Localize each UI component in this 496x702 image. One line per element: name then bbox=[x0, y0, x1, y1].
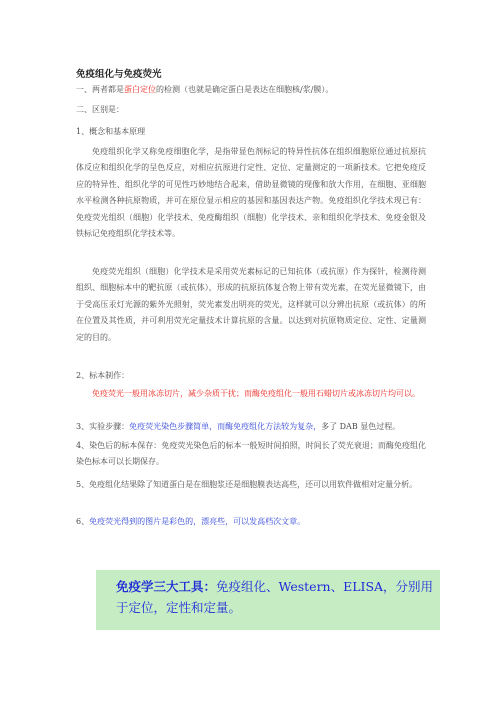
highlight-box bbox=[96, 570, 440, 630]
item-6-prefix: 6、 bbox=[76, 517, 90, 526]
item-5-results: 5、免疫组化结果除了知道蛋白是在细胞浆还是细胞膜表达高些，还可以用软件做相对定量分析。 bbox=[76, 480, 418, 489]
intro-line bbox=[76, 84, 333, 96]
section-2-heading: 二、区别是： bbox=[76, 105, 124, 114]
item-2-heading: 2、标本制作： bbox=[76, 371, 130, 380]
document-title: 免疫组化与免疫荧光 bbox=[76, 69, 162, 80]
intro-suffix: 的检测（也就是确定蛋白是表达在细胞核/浆/膜）。 bbox=[156, 85, 334, 94]
item-3-suffix: 多了 DAB 显色过程。 bbox=[321, 422, 401, 431]
item-3-steps bbox=[76, 419, 426, 435]
paragraph-immunohistochemistry: 免疫组织化学又称免疫细胞化学，是指带显色剂标记的特异性抗体在组织细胞原位通过抗原抗体反应和组织化学的呈色反应，对相应抗原进行定性、定位、定量测定的一项新技术。它把免疫反应的特异性、组织化学的可见性巧妙地结合起来，借助显微镜的现像和放大作用，在细胞、亚细胞水平检测各种抗原物质，并可在原位显示相应的基因和基因表达产物。免疫组织化学技术现已有：免疫荧光组织（细胞）化学技术、免疫酶组织（细胞）化学技术、亲和组织化学技术、免疫金银及铁标记免疫组织化学技术等。 bbox=[76, 147, 426, 239]
item-3-prefix: 3、实验步骤： bbox=[76, 422, 130, 431]
item-4-storage: 4、染色后的标本保存：免疫荧光染色后的标本一般短时间拍照，时间长了荧光衰退；而酶免疫组化染色标本可以长期保存。 bbox=[76, 441, 426, 467]
item-1-heading: 1、概念和基本原理 bbox=[76, 127, 146, 136]
intro-highlight: 蛋白定位 bbox=[124, 85, 156, 94]
paragraph-immunofluorescence: 免疫荧光组织（细胞）化学技术是采用荧光素标记的已知抗体（或抗原）作为探针，检测待测组织、细胞标本中的靶抗原（或抗体），形成的抗原抗体复合物上带有荧光素，在荧光显微镜下，由于受高压汞灯光源的紫外光照射，荧光素发出明亮的荧光，这样就可以分辨出抗原（或抗体）的所在位置及其性质，并可利用荧光定量技术计算抗原的含量。以达到对抗原物质定位、定性、定量测定的目的。 bbox=[76, 267, 426, 342]
item-6-highlight: 免疫荧光得到的图片是彩色的，漂亮些，可以发高档次文章。 bbox=[89, 517, 306, 526]
highlight-box-label: 免疫学三大工具： bbox=[116, 579, 217, 594]
highlight-box-content: 免疫组化、Western、ELISA，分别用于定位，定性和定量。 bbox=[116, 579, 434, 615]
item-6-line bbox=[76, 516, 305, 528]
item-3-highlight: 免疫荧光染色步骤简单，而酶免疫组化方法较为复杂， bbox=[129, 422, 322, 431]
highlight-box-text bbox=[116, 576, 434, 618]
intro-prefix: 一、两者都是 bbox=[76, 85, 124, 94]
item-2-specimen-text: 免疫荧光一般用冰冻切片，减少杂质干扰；而酶免疫组化一般用石蜡切片或冰冻切片均可以。 bbox=[92, 389, 420, 398]
